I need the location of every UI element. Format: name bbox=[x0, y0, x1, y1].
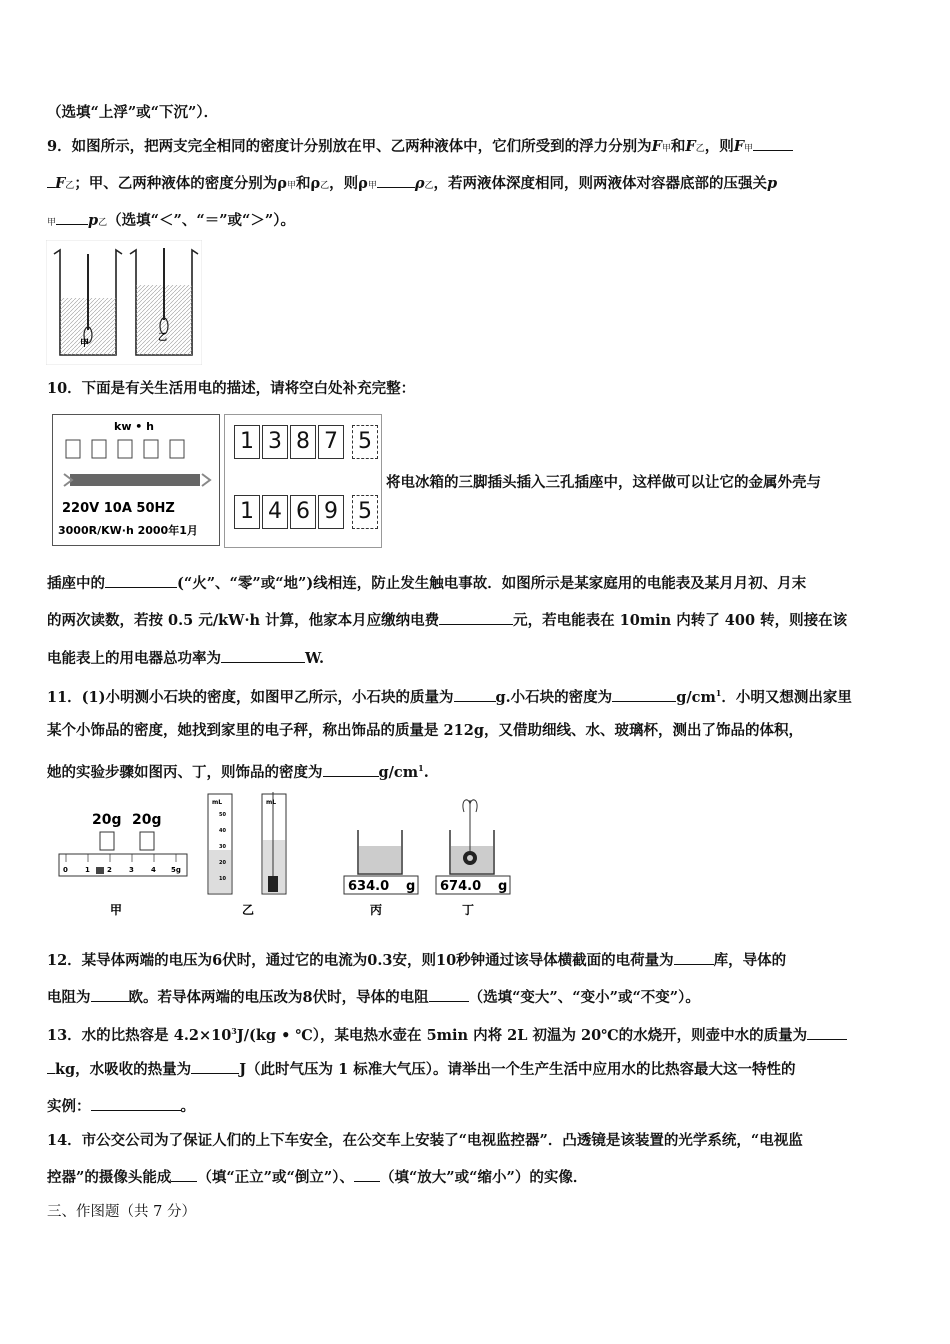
answer-blank[interactable] bbox=[171, 1167, 197, 1182]
answer-blank[interactable] bbox=[91, 987, 129, 1002]
q14-line1: 14．市公交公司为了保证人们的上下车安全，在公交车上安装了“电视监控器”．凸透镜是该装置的光学系统，“电视监 bbox=[47, 1132, 803, 1149]
q9-ze: ，则 bbox=[704, 138, 734, 155]
q12-text: 欧。若导体两端的电压改为8伏时，导体的电阻 bbox=[128, 989, 429, 1006]
meter-digit: 5 bbox=[352, 425, 378, 459]
answer-blank[interactable] bbox=[47, 173, 55, 188]
var-F: F bbox=[733, 138, 745, 155]
var-F: F bbox=[651, 138, 662, 155]
sub-yi: 乙 bbox=[695, 144, 705, 154]
answer-blank[interactable] bbox=[807, 1025, 847, 1040]
cyl-tick: 40 bbox=[219, 828, 226, 834]
answer-blank[interactable] bbox=[323, 762, 379, 777]
q11-text: g.小石块的密度为 bbox=[495, 688, 613, 706]
q9-text: 9．如图所示，把两支完全相同的密度计分别放在甲、乙两种液体中，它们所受到的浮力分别为 bbox=[47, 138, 652, 155]
section-3-heading: 三、作图题（共 7 分） bbox=[47, 1204, 196, 1220]
meter-digit: 6 bbox=[290, 495, 316, 529]
beaker-yi-label: 乙 bbox=[158, 333, 168, 343]
fig-label-bing: 丙 bbox=[370, 903, 383, 917]
q13-text: 。 bbox=[180, 1098, 195, 1115]
q10-line4 bbox=[47, 648, 324, 669]
scale-ding-reading: 674.0 bbox=[440, 879, 482, 894]
answer-blank[interactable] bbox=[56, 210, 88, 225]
cylinder-2 bbox=[262, 792, 286, 894]
q14-text: 控器”的摄像头能成 bbox=[47, 1169, 172, 1186]
meter-rev: 3000R/KW·h 2000年1月 bbox=[58, 524, 198, 537]
q10-text: 插座中的 bbox=[47, 575, 105, 592]
ruler-tick: 5g bbox=[171, 866, 181, 874]
scale-bing-reading: 634.0 bbox=[348, 879, 390, 894]
q10-text: 的两次读数，若按 0.5 元/kW·h 计算，他家本月应缴纳电费 bbox=[47, 612, 440, 629]
q9-line1 bbox=[47, 136, 793, 159]
cylinder-1 bbox=[208, 794, 232, 894]
q13-text: kg，水吸收的热量为 bbox=[55, 1061, 192, 1078]
q10-text: W. bbox=[305, 650, 325, 667]
sup-1: 1 bbox=[418, 763, 424, 773]
q11-text: 11．(1)小明测小石块的密度，如图甲乙所示，小石块的质量为 bbox=[47, 688, 454, 706]
q11-line2: 某个小饰品的密度，她找到家里的电子秤，称出饰品的质量是 212g，又借助细线、水、玻璃杯，测出了饰品的体积， bbox=[47, 722, 803, 739]
fig-label-jia: 甲 bbox=[110, 903, 123, 917]
q11-text: 她的实验步骤如图丙、丁，则饰品的密度为 bbox=[47, 763, 323, 781]
q14-line2 bbox=[47, 1167, 587, 1188]
cyl-tick: 20 bbox=[219, 860, 226, 866]
weight-label-2: 20g bbox=[132, 812, 162, 828]
cyl-unit: mL bbox=[266, 799, 277, 806]
q11-text: g/cm bbox=[676, 688, 716, 706]
sub-jia: 甲 bbox=[286, 181, 296, 191]
ruler-tick: 4 bbox=[151, 866, 156, 874]
q13-text: 实例： bbox=[47, 1098, 91, 1115]
var-F: F bbox=[685, 138, 696, 155]
q13-line1 bbox=[47, 1021, 847, 1046]
sub-yi: 乙 bbox=[424, 181, 434, 191]
answer-blank[interactable] bbox=[439, 610, 513, 625]
fig-label-ding: 丁 bbox=[462, 903, 475, 917]
fig-label-yi: 乙 bbox=[242, 903, 255, 917]
q13-text: 13．水的比热容是 4.2×10 bbox=[47, 1026, 232, 1044]
q9-he: 和 bbox=[670, 138, 686, 155]
meter-digit: 3 bbox=[262, 425, 288, 459]
q10-line2 bbox=[47, 573, 806, 594]
q11-text: g/cm bbox=[378, 763, 419, 781]
q11-text: ．小明又想测出家里 bbox=[721, 688, 852, 706]
answer-blank[interactable] bbox=[454, 687, 496, 702]
sub-jia: 甲 bbox=[661, 144, 671, 154]
q14-text: （填“正立”或“倒立”）、 bbox=[197, 1169, 354, 1186]
sup-1: 1 bbox=[715, 688, 722, 698]
sub-jia: 甲 bbox=[744, 144, 754, 154]
scale-bing bbox=[344, 830, 418, 894]
q12-text: 12．某导体两端的电压为6伏时，通过它的电流为0.3安，则10秒钟通过该导体横截面的电荷量为 bbox=[47, 952, 674, 969]
q9-text: 和ρ bbox=[295, 175, 321, 192]
var-p: p bbox=[767, 175, 778, 192]
q14-text: （填“放大”或“缩小”）的实像． bbox=[379, 1169, 588, 1186]
q11-text: . bbox=[423, 763, 429, 781]
cyl-tick: 50 bbox=[219, 812, 226, 818]
weight-label-1: 20g bbox=[92, 812, 122, 828]
ruler-tick: 1 bbox=[85, 866, 90, 874]
sub-jia: 甲 bbox=[47, 218, 57, 228]
meter-spec: 220V 10A 50HZ bbox=[62, 501, 175, 516]
meter-digit: 7 bbox=[318, 425, 344, 459]
q12-line1 bbox=[47, 950, 786, 971]
answer-blank[interactable] bbox=[429, 987, 469, 1002]
q11-line1 bbox=[47, 683, 852, 708]
sub-yi: 乙 bbox=[65, 181, 75, 191]
answer-blank[interactable] bbox=[753, 136, 793, 151]
q9-text: ρ bbox=[414, 175, 425, 192]
sup-3: 3 bbox=[231, 1026, 237, 1036]
beaker-jia-label: 甲 bbox=[80, 339, 90, 349]
sub-jia: 甲 bbox=[367, 181, 377, 191]
q12-text: 电阻为 bbox=[47, 989, 91, 1006]
answer-blank[interactable] bbox=[91, 1096, 181, 1111]
q12-text: （选填“变大”、“变小”或“不变”）。 bbox=[468, 989, 700, 1006]
meter-unit: kw • h bbox=[114, 420, 154, 433]
q9-text: ，则ρ bbox=[329, 175, 368, 192]
answer-blank[interactable] bbox=[612, 687, 676, 702]
sub-yi: 乙 bbox=[98, 218, 108, 228]
answer-blank[interactable] bbox=[105, 573, 177, 588]
meter-digit: 5 bbox=[352, 495, 378, 529]
meter-digit: 1 bbox=[234, 425, 260, 459]
answer-blank[interactable] bbox=[354, 1167, 380, 1182]
q13-line2 bbox=[47, 1059, 795, 1080]
q9-text: ；甲、乙两种液体的密度分别为ρ bbox=[74, 175, 287, 192]
scale-ding bbox=[436, 800, 510, 894]
meter-digit: 9 bbox=[318, 495, 344, 529]
ruler-tick: 2 bbox=[107, 866, 112, 874]
cyl-tick: 30 bbox=[219, 844, 226, 850]
q9-line3 bbox=[47, 210, 295, 233]
q13-line3 bbox=[47, 1096, 195, 1117]
answer-blank[interactable] bbox=[674, 950, 714, 965]
cyl-unit: mL bbox=[212, 799, 223, 806]
q10-line1: 10．下面是有关生活用电的描述，请将空白处补充完整： bbox=[47, 380, 416, 397]
ruler-tick: 3 bbox=[129, 866, 134, 874]
ruler-tick: 0 bbox=[63, 866, 68, 874]
q8-tail: （选填“上浮”或“下沉”）． bbox=[47, 104, 219, 121]
q10-text: 电能表上的用电器总功率为 bbox=[47, 650, 221, 667]
meter-digit: 1 bbox=[234, 495, 260, 529]
q11-line3 bbox=[47, 758, 429, 783]
electric-meter bbox=[52, 414, 220, 546]
meter-readings bbox=[224, 414, 382, 548]
q10-text: 元，若电能表在 10min 内转了 400 转，则接在该 bbox=[513, 612, 848, 629]
q9-line2 bbox=[47, 173, 777, 196]
q12-text: 库，导体的 bbox=[713, 952, 787, 969]
density-experiment-figure bbox=[56, 790, 516, 920]
cyl-tick: 10 bbox=[219, 876, 226, 882]
hydrometer-figure bbox=[46, 240, 202, 365]
answer-blank[interactable] bbox=[221, 648, 305, 663]
scale-unit: g bbox=[498, 879, 508, 894]
answer-blank[interactable] bbox=[191, 1059, 239, 1074]
meter-digit: 8 bbox=[290, 425, 316, 459]
answer-blank[interactable] bbox=[47, 1059, 55, 1074]
var-p: p bbox=[88, 212, 99, 229]
scale-unit: g bbox=[406, 879, 416, 894]
q13-text: J（此时气压为 1 标准大气压）。请举出一个生产生活中应用水的比热容最大这一特性的 bbox=[239, 1061, 796, 1078]
q13-text: J/(kg • ℃），某电热水壶在 5min 内将 2L 初温为 20℃的水烧开，则壶中水的质量为 bbox=[236, 1026, 808, 1044]
q10-text: (“火”、“零”或“地”)线相连，防止发生触电事故．如图所示是某家庭用的电能表及某月月初、月末 bbox=[177, 575, 807, 592]
answer-blank[interactable] bbox=[377, 173, 415, 188]
q10-side-text: 将电冰箱的三脚插头插入三孔插座中，这样做可以让它的金属外壳与 bbox=[386, 474, 821, 491]
q12-line2 bbox=[47, 987, 700, 1008]
sub-yi: 乙 bbox=[320, 181, 330, 191]
q9-text: ，若两液体深度相同，则两液体对容器底部的压强关 bbox=[433, 175, 767, 192]
meter-digit: 4 bbox=[262, 495, 288, 529]
var-F: F bbox=[55, 175, 66, 192]
q9-text: （选填“＜”、“＝”或“＞”）。 bbox=[107, 212, 295, 229]
q10-line3 bbox=[47, 610, 847, 631]
